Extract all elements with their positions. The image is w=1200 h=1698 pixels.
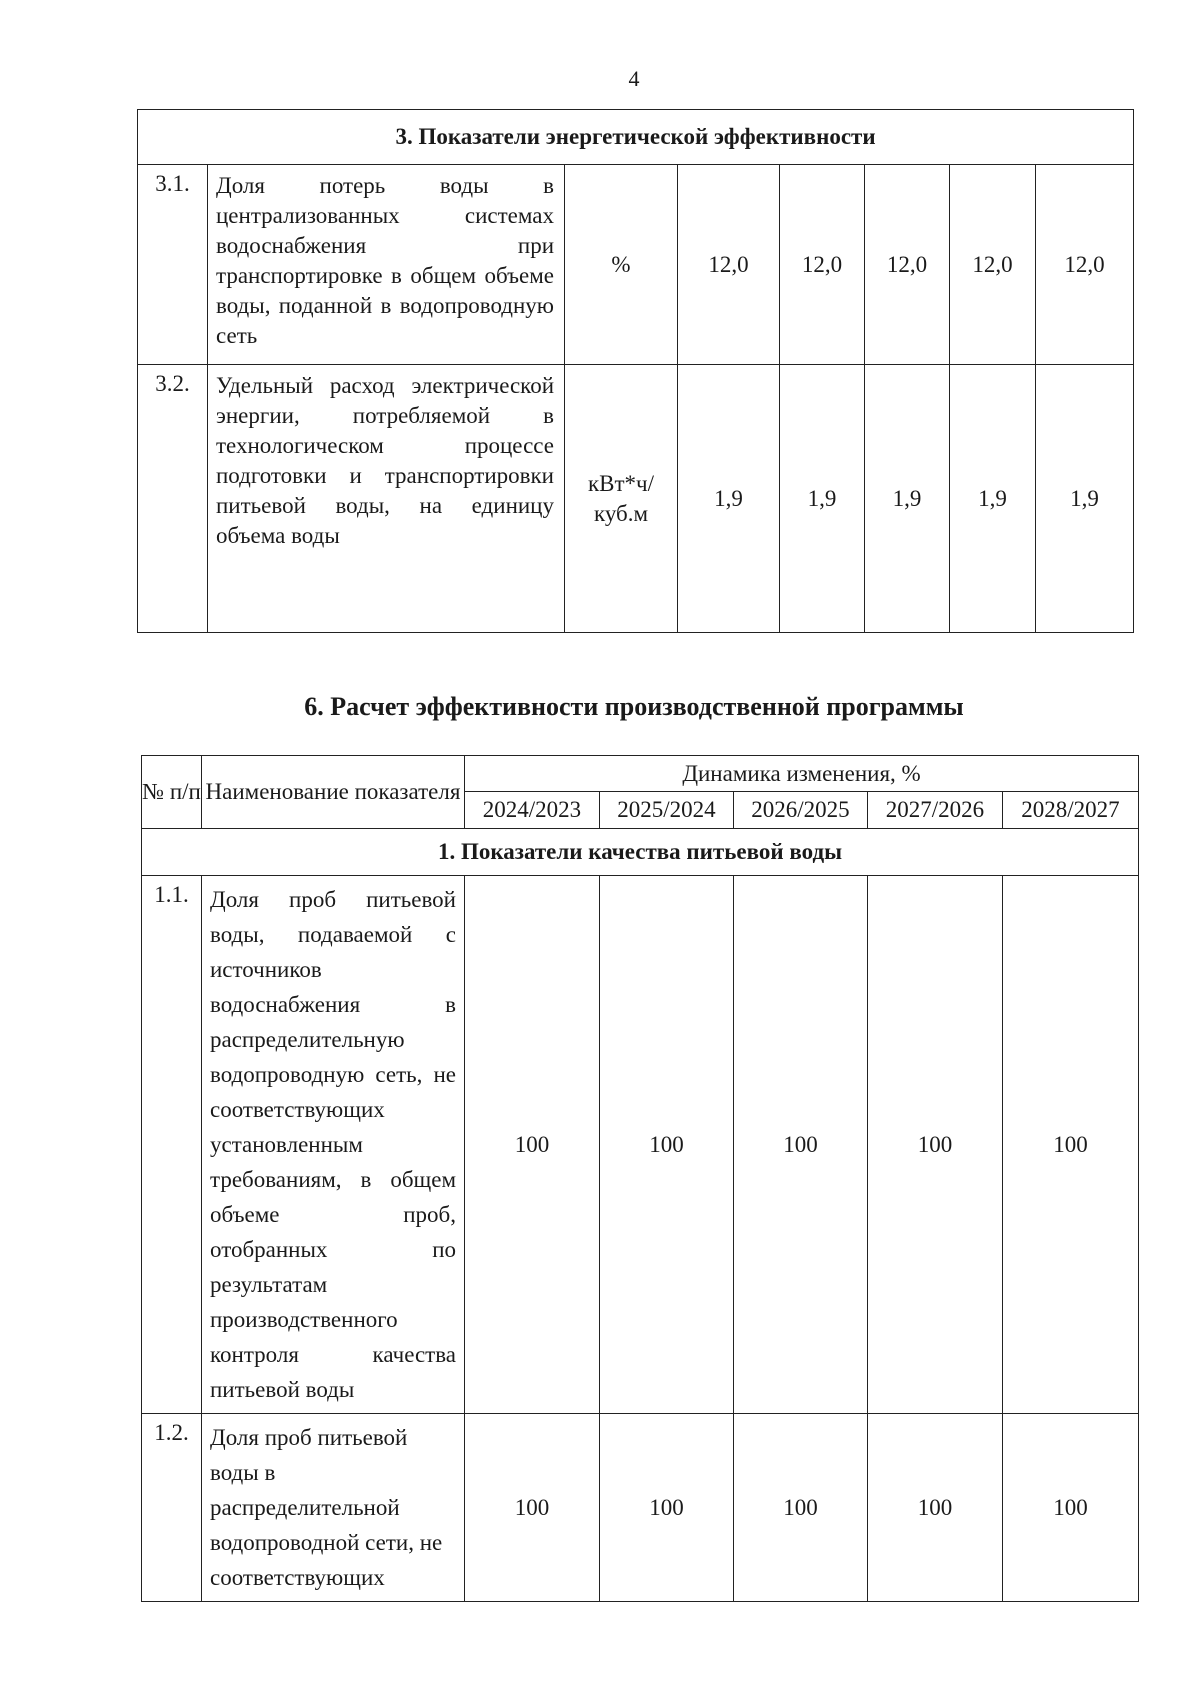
section-title: 3. Показатели энергетической эффективности [138, 110, 1134, 165]
value-cell: 12,0 [780, 165, 865, 365]
row-number: 1.2. [142, 1414, 202, 1602]
table-row [138, 165, 1134, 365]
section-heading: 6. Расчет эффективности производственной программы [304, 692, 964, 721]
year-header: 2024/2023 [465, 792, 600, 829]
value-cell: 100 [868, 1414, 1003, 1602]
page-number: 4 [628, 66, 640, 91]
value-cell: 1,9 [865, 365, 950, 633]
value-cell: 100 [868, 876, 1003, 1414]
program-efficiency-table [141, 755, 1139, 1602]
section-title: 1. Показатели качества питьевой воды [142, 829, 1139, 876]
value-cell: 100 [734, 1414, 868, 1602]
value-cell: 100 [734, 876, 868, 1414]
indicator-name: Доля проб питьевой воды в распределительной водопроводной сети, не соответствующих [202, 1414, 465, 1602]
value-cell: 12,0 [1036, 165, 1134, 365]
value-cell: 12,0 [950, 165, 1036, 365]
table-row [142, 1414, 1139, 1602]
value-cell: 12,0 [865, 165, 950, 365]
row-number: 1.1. [142, 876, 202, 1414]
year-header: 2026/2025 [734, 792, 868, 829]
year-header: 2028/2027 [1003, 792, 1139, 829]
row-number: 3.1. [138, 165, 208, 365]
year-header: 2025/2024 [600, 792, 734, 829]
value-cell: 100 [600, 1414, 734, 1602]
value-cell: 1,9 [678, 365, 780, 633]
indicator-name: Удельный расход электрической энергии, потребляемой в технологическом процессе подготовки и транспортировки питьевой воды, на единицу объема воды [208, 365, 565, 633]
value-cell: 1,9 [780, 365, 865, 633]
value-cell: 1,9 [1036, 365, 1134, 633]
column-header-name: Наименование показателя [202, 756, 465, 829]
value-cell: 100 [1003, 1414, 1139, 1602]
column-header-number: № п/п [142, 756, 202, 829]
value-cell: 100 [465, 876, 600, 1414]
unit-cell: % [565, 165, 678, 365]
row-number: 3.2. [138, 365, 208, 633]
indicator-name: Доля потерь воды в централизованных системах водоснабжения при транспортировке в общем объеме воды, поданной в водопроводную сеть [208, 165, 565, 365]
year-header: 2027/2026 [868, 792, 1003, 829]
value-cell: 100 [465, 1414, 600, 1602]
value-cell: 1,9 [950, 365, 1036, 633]
value-cell: 12,0 [678, 165, 780, 365]
column-header-dynamics: Динамика изменения, % [465, 756, 1139, 792]
indicator-name: Доля проб питьевой воды, подаваемой с источников водоснабжения в распределительную водопроводную сеть, не соответствующих установленным требованиям, в общем объеме проб, отобранных по результатам производственного контроля качества питьевой воды [202, 876, 465, 1414]
table-row [138, 365, 1134, 633]
energy-efficiency-table [137, 109, 1134, 633]
unit-cell: кВт*ч/ куб.м [565, 365, 678, 633]
value-cell: 100 [600, 876, 734, 1414]
table-row [142, 876, 1139, 1414]
value-cell: 100 [1003, 876, 1139, 1414]
